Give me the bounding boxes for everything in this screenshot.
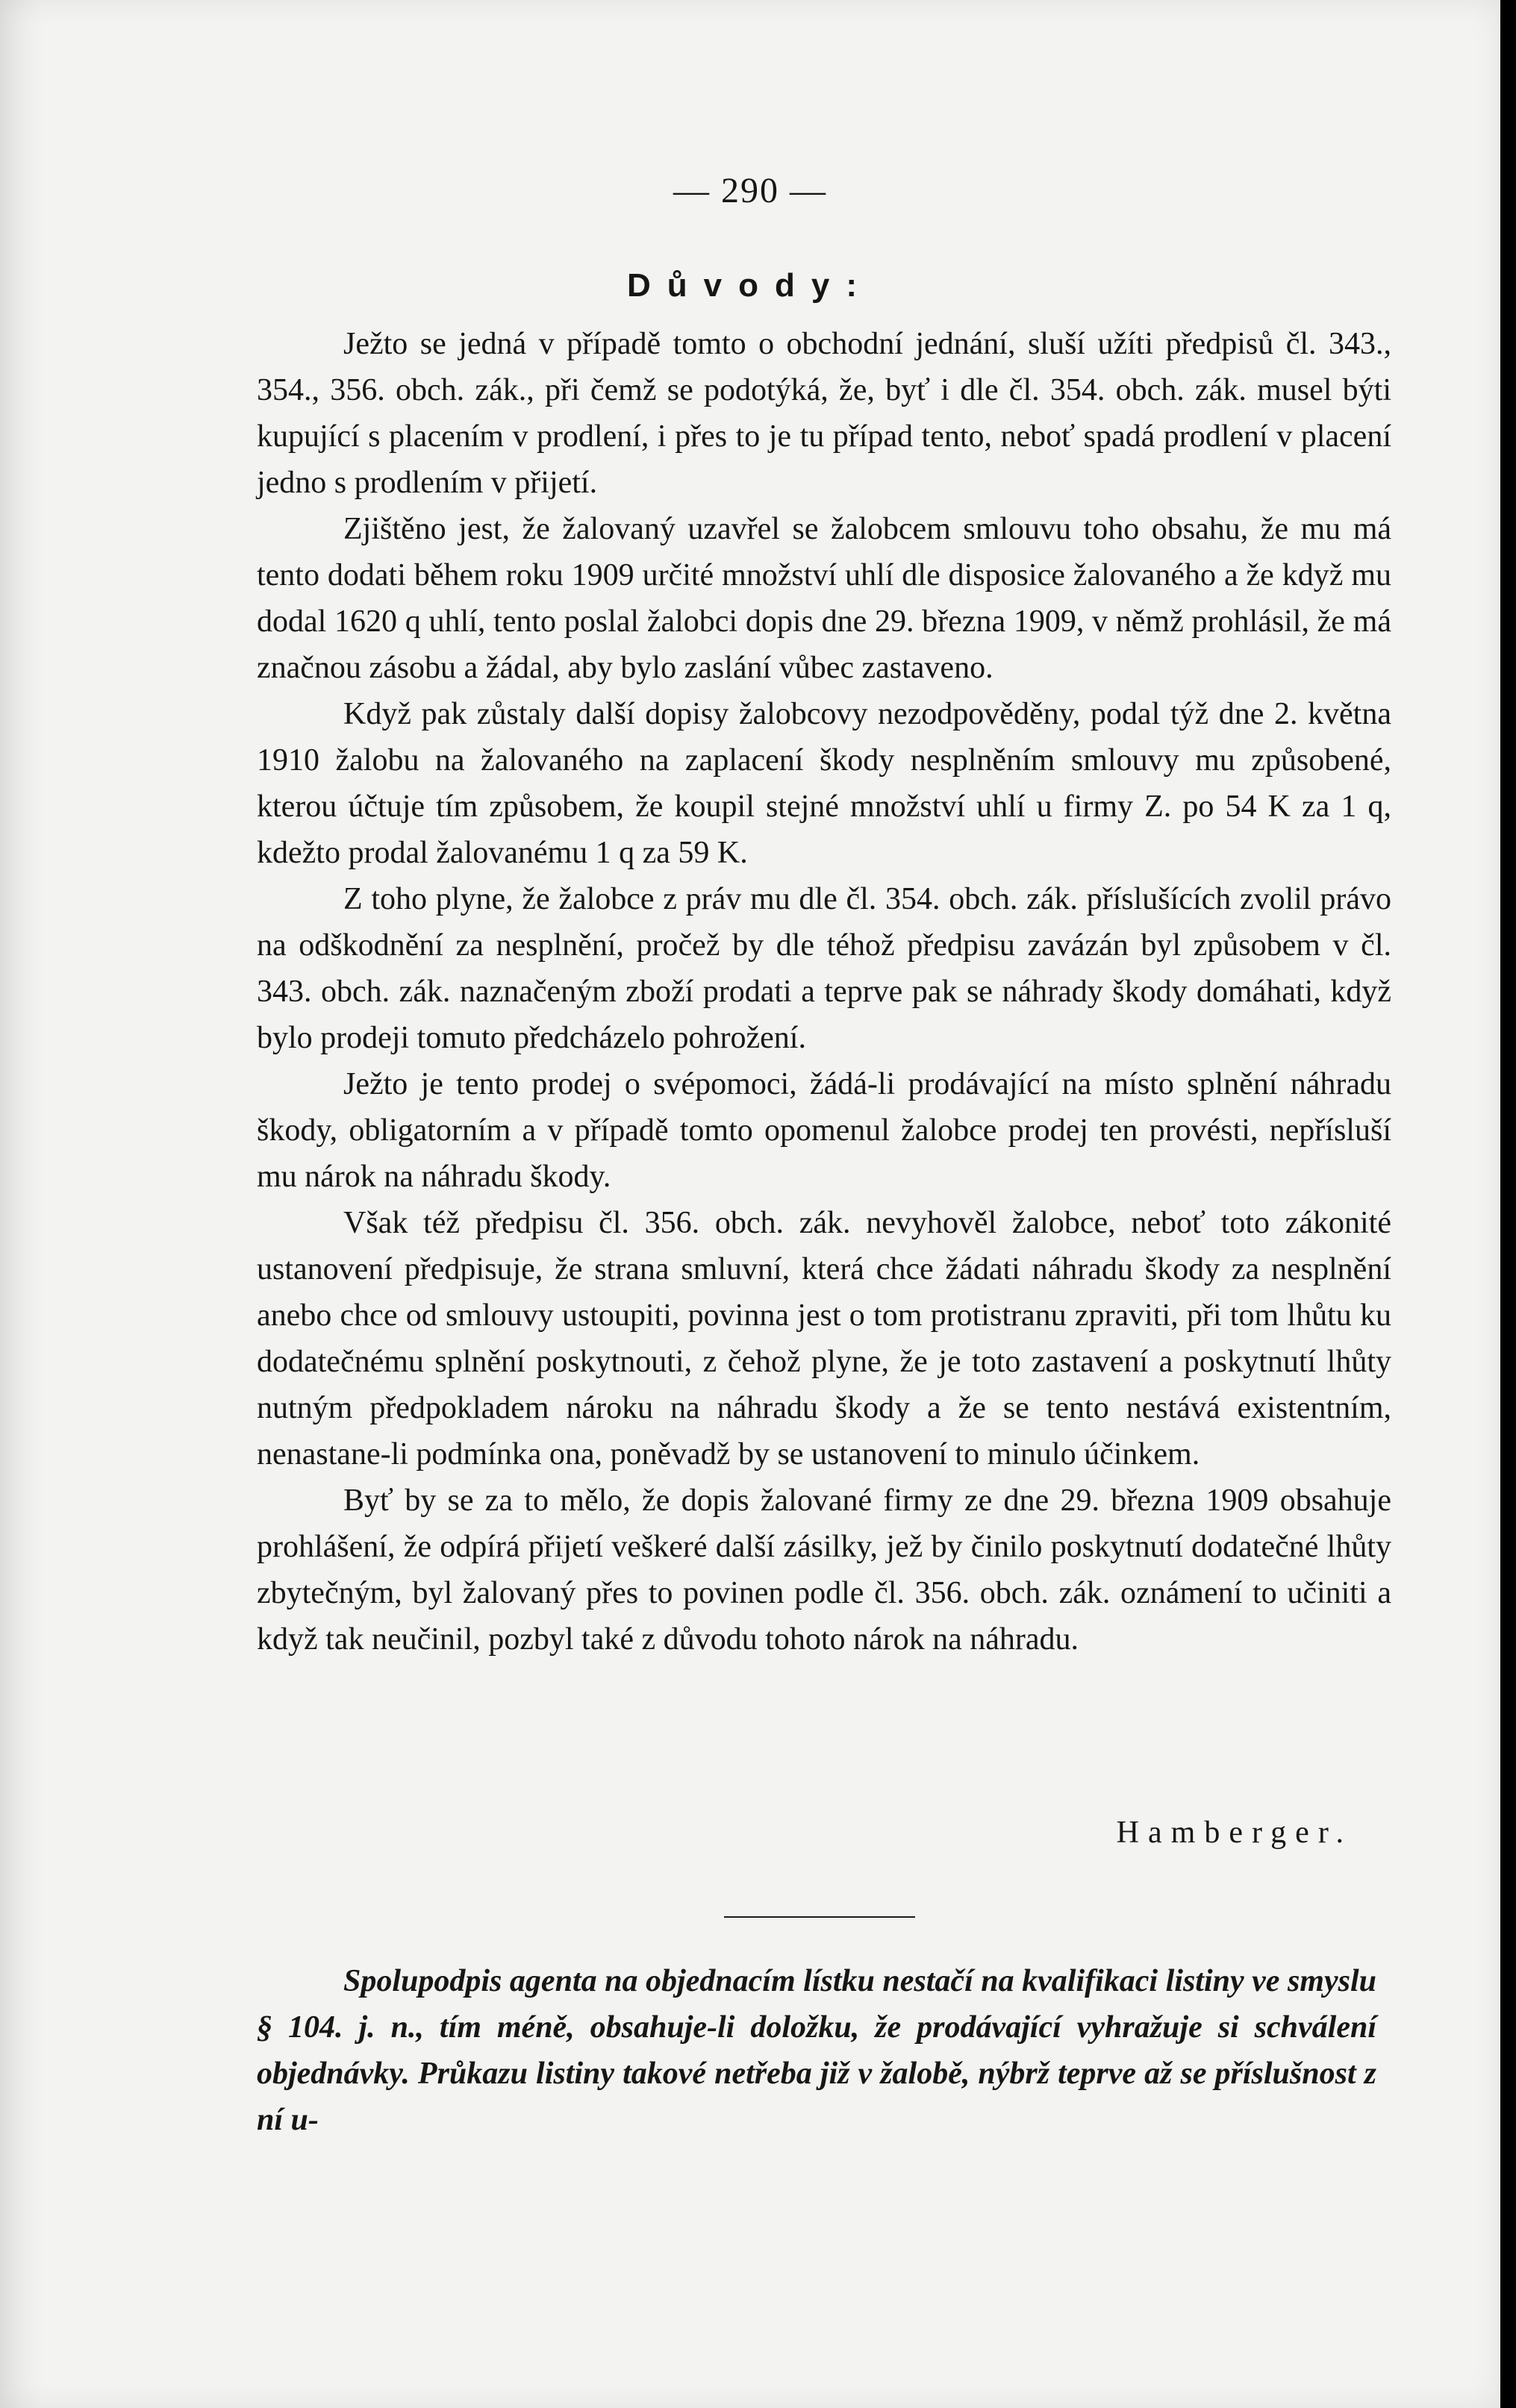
paragraph: Ježto se jedná v případě tomto o obchodní jednání, sluší užíti předpisů čl. 343., 354., 356. obch. zák., při čemž se podotýká, že, byť i dle čl. 354. obch. zák. musel býti kupující s placením v prodlení, i přes to je tu případ tento, neboť spadá prodlení v placení jedno s prodlením v přijetí. (257, 327, 1391, 500)
paragraph: Zjištěno jest, že žalovaný uzavřel se žalobcem smlouvu toho obsahu, že mu má tento dodati během roku 1909 určité množství uhlí dle disposice žalovaného a že když mu dodal 1620 q uhlí, tento poslal žalobci dopis dne 29. března 1909, v němž prohlásil, že má značnou zásobu a žádal, aby bylo zaslání vůbec zastaveno. (257, 512, 1391, 685)
paragraph: Z toho plyne, že žalobce z práv mu dle čl. 354. obch. zák. příslušících zvolil právo na odškodnění za nesplnění, pročež by dle téhož předpisu zavázán byl způsobem v čl. 343. obch. zák. naznačeným zboží prodati a teprve pak se náhrady škody domáhati, když bylo prodeji tomuto předcházelo pohrožení. (257, 882, 1391, 1055)
section-heading: Důvody: (627, 267, 873, 304)
headnote (257, 1958, 1376, 2143)
binding-edge (0, 0, 43, 2408)
paragraph: Byť by se za to mělo, že dopis žalované firmy ze dne 29. března 1909 obsahuje prohlášení, že odpírá přijetí veškeré další zásilky, jež by činilo poskytnutí dodatečné lhůty zbytečným, byl žalovaný přes to povinen podle čl. 356. obch. zák. oznámení to učiniti a když tak neučinil, pozbyl také z důvodu tohoto nárok na náhradu. (257, 1483, 1391, 1657)
signature: Hamberger. (1116, 1816, 1353, 1850)
paragraph: Ježto je tento prodej o svépomoci, žádá-li prodávající na místo splnění náhradu škody, obligatorním a v případě tomto opomenul žalobce prodej ten provésti, nepřísluší mu nárok na náhradu škody. (257, 1067, 1391, 1194)
headnote-text: Spolupodpis agenta na objednacím lístku nestačí na kvalifikaci listiny ve smyslu § 104. j. n., tím méně, obsahuje-li doložku, že prodávající vyhražuje si schválení objednávky. Průkazu listiny takové netřeba již v žalobě, nýbrž teprve až se příslušnost z ní u- (257, 1964, 1376, 2137)
section-divider (724, 1916, 915, 1918)
paragraph: Však též předpisu čl. 356. obch. zák. nevyhověl žalobce, neboť toto zákonité ustanovení předpisuje, že strana smluvní, která chce žádati náhradu škody za nesplnění anebo chce od smlouvy ustoupiti, povinna jest o tom protistranu zpraviti, při tom lhůtu ku dodatečnému splnění poskytnouti, z čehož plyne, že je toto zastavení a poskytnutí lhůty nutným předpokladem nároku na náhradu škody a že se tento nestává existentním, nenastane-li podmínka ona, poněvadž by se ustanovení to minulo účinkem. (257, 1206, 1391, 1472)
paragraph: Když pak zůstaly další dopisy žalobcovy nezodpověděny, podal týž dne 2. května 1910 žalobu na žalovaného na zaplacení škody nesplněním smlouvy mu způsobené, kterou účtuje tím způsobem, že koupil stejné množství uhlí u firmy Z. po 54 K za 1 q, kdežto prodal žalovanému 1 q za 59 K. (257, 697, 1391, 870)
decision-reasons (257, 321, 1391, 1663)
page-number: — 290 — (673, 171, 827, 210)
